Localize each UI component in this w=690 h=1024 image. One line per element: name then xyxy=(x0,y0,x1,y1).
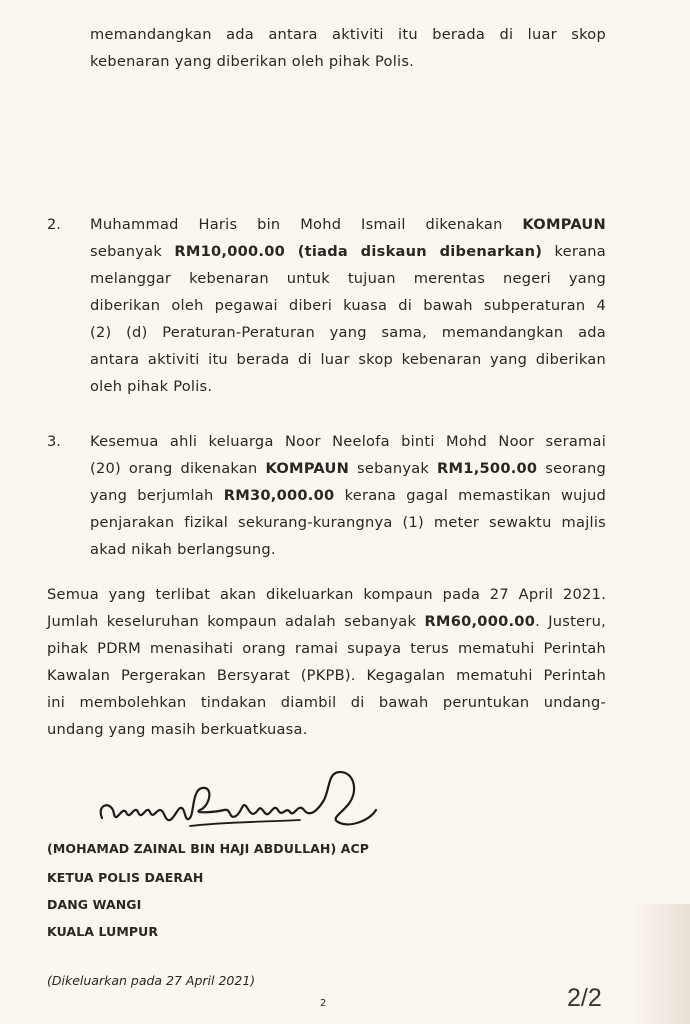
item-2-line-3: melanggar kebenaran untuk tujuan merentas negeri yang xyxy=(90,270,606,287)
item-2-number: 2. xyxy=(47,216,61,233)
item-3-line-5: akad nikah berlangsung. xyxy=(90,541,276,558)
signatory-city: KUALA LUMPUR xyxy=(47,924,159,939)
continuation-line-1: memandangkan ada antara aktiviti itu berada di luar skop xyxy=(90,26,606,43)
item-3-line-4: penjarakan fizikal sekurang-kurangnya (1) meter sewaktu majlis xyxy=(90,514,606,531)
summary-line-5: ini membolehkan tindakan diambil di bawah peruntukan undang- xyxy=(47,694,606,711)
summary-line-6: undang yang masih berkuatkuasa. xyxy=(47,721,308,738)
summary-line-3: pihak PDRM menasihati orang ramai supaya terus mematuhi Perintah xyxy=(47,640,606,657)
item-2-line-1: Muhammad Haris bin Mohd Ismail dikenakan KOMPAUN xyxy=(90,216,606,233)
item-2-line-4: diberikan oleh pegawai diberi kuasa di bawah subperaturan 4 xyxy=(90,297,606,314)
amount-rm30000: RM30,000.00 xyxy=(223,487,335,504)
signatory-district: DANG WANGI xyxy=(47,897,142,912)
summary-line-4: Kawalan Pergerakan Bersyarat (PKPB). Kegagalan mematuhi Perintah xyxy=(47,667,606,684)
item-2-line-6: antara aktiviti itu berada di luar skop kebenaran yang diberikan xyxy=(90,351,606,368)
signatory-name: (MOHAMAD ZAINAL BIN HAJI ABDULLAH) ACP xyxy=(47,841,370,856)
item-2-line-2: sebanyak RM10,000.00 (tiada diskaun dibenarkan) kerana xyxy=(90,243,606,260)
item-3-line-2: (20) orang dikenakan KOMPAUN sebanyak RM1,500.00 seorang xyxy=(90,460,606,477)
page-counter: 2/2 xyxy=(567,984,602,1012)
kompaun-label: KOMPAUN xyxy=(522,216,606,233)
item-3-line-3: yang berjumlah RM30,000.00 kerana gagal memastikan wujud xyxy=(90,487,606,504)
page-curl-shadow xyxy=(630,904,690,1024)
signature-image xyxy=(92,760,382,840)
continuation-line-2: kebenaran yang diberikan oleh pihak Polis. xyxy=(90,53,415,70)
summary-line-2: Jumlah keseluruhan kompaun adalah sebanyak RM60,000.00. Justeru, xyxy=(47,613,606,630)
amount-rm10000: RM10,000.00 (tiada diskaun dibenarkan) xyxy=(174,243,543,260)
amount-rm1500: RM1,500.00 xyxy=(437,460,538,477)
kompaun-label: KOMPAUN xyxy=(265,460,350,477)
item-3-line-1: Kesemua ahli keluarga Noor Neelofa binti Mohd Noor seramai xyxy=(90,433,606,450)
item-3-number: 3. xyxy=(47,433,61,450)
issued-date-note: (Dikeluarkan pada 27 April 2021) xyxy=(47,973,256,988)
item-2-line-5: (2) (d) Peraturan-Peraturan yang sama, memandangkan ada xyxy=(90,324,606,341)
signatory-title: KETUA POLIS DAERAH xyxy=(47,870,204,885)
amount-rm60000: RM60,000.00 xyxy=(424,613,536,630)
summary-line-1: Semua yang terlibat akan dikeluarkan kompaun pada 27 April 2021. xyxy=(47,586,606,603)
page-number: 2 xyxy=(320,998,327,1009)
item-2-line-7: oleh pihak Polis. xyxy=(90,378,213,395)
